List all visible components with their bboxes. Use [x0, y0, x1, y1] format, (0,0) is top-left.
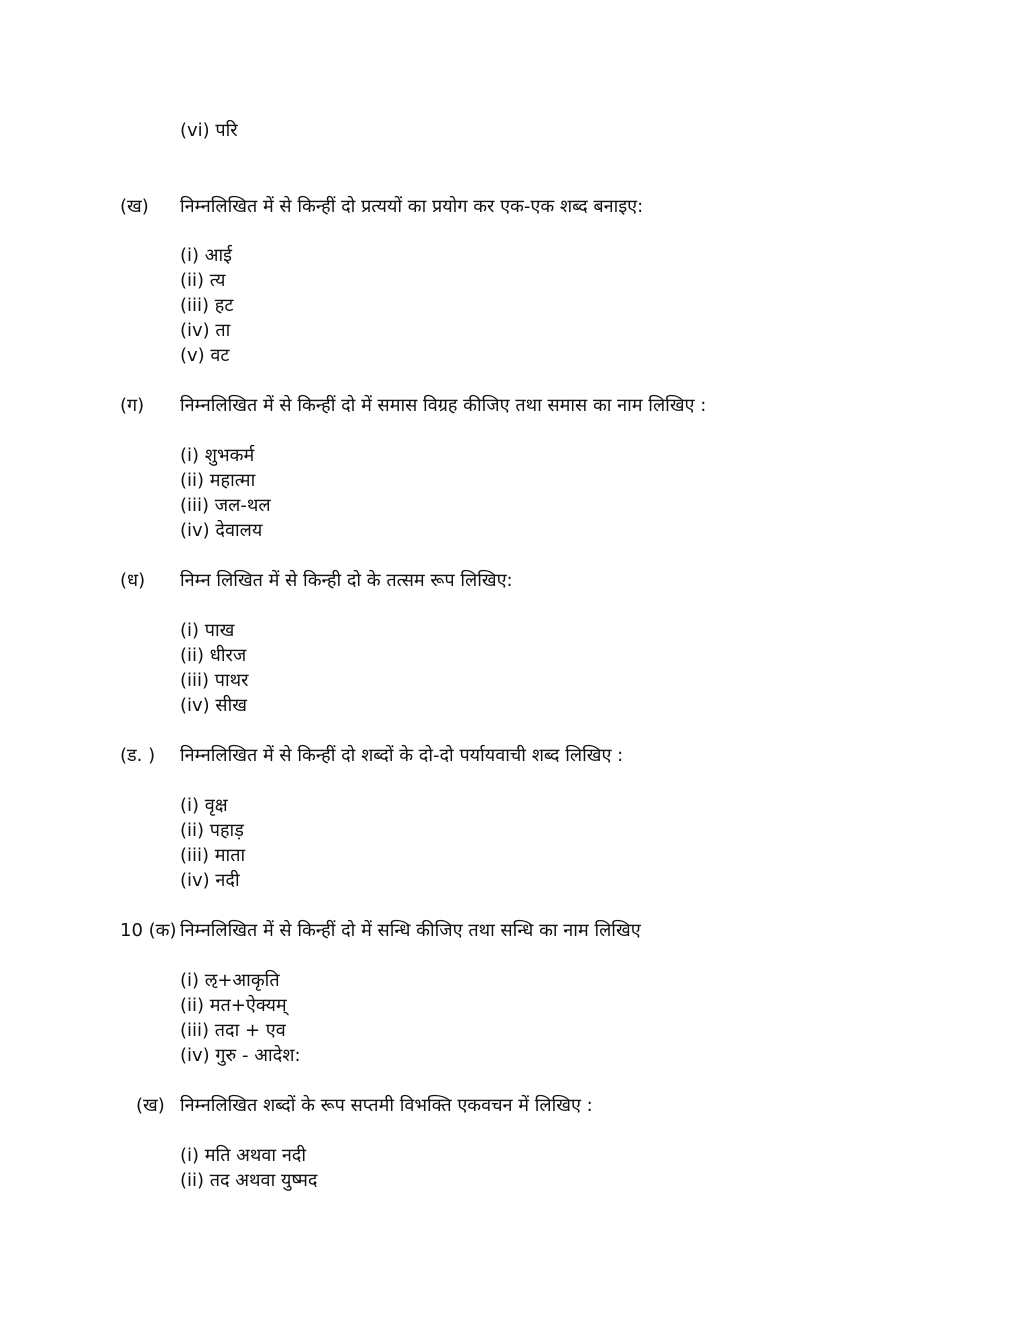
list-item: (ii) त्य: [180, 270, 226, 291]
list-item: (iv) देवालय: [180, 520, 263, 541]
list-item: (ii) मत+ऐक्यम्: [180, 995, 287, 1016]
question-label: (ख): [120, 196, 149, 217]
list-item: (iii) पाथर: [180, 670, 249, 691]
list-item: (iii) जल-थल: [180, 495, 271, 516]
question-text: निम्नलिखित में से किन्हीं दो प्रत्ययों का प्रयोग कर एक-एक शब्द बनाइए:: [180, 196, 644, 217]
list-item: (i) आई: [180, 245, 233, 266]
question-text: निम्नलिखित में से किन्हीं दो में सन्धि कीजिए तथा सन्धि का नाम लिखिए: [180, 920, 641, 941]
list-item: (iii) तदा + एव: [180, 1020, 286, 1041]
question-text: निम्नलिखित में से किन्हीं दो में समास विग्रह कीजिए तथा समास का नाम लिखिए :: [180, 395, 707, 416]
list-item: (vi) परि: [180, 120, 238, 141]
question-label: (ग): [120, 395, 145, 416]
question-label: (ख): [136, 1095, 165, 1116]
list-item: (iv) नदी: [180, 870, 240, 891]
question-label: 10 (क): [120, 920, 177, 941]
list-item: (i) वृक्ष: [180, 795, 228, 816]
question-label: (ड. ): [120, 745, 156, 766]
question-text: निम्नलिखित में से किन्हीं दो शब्दों के दो-दो पर्यायवाची शब्द लिखिए :: [180, 745, 624, 766]
list-item: (v) वट: [180, 345, 230, 366]
question-text: निम्न लिखित में से किन्ही दो के तत्सम रूप लिखिए:: [180, 570, 513, 591]
list-item: (i) पाख: [180, 620, 235, 641]
list-item: (ii) पहाड़: [180, 820, 244, 841]
list-item: (iii) हट: [180, 295, 234, 316]
list-item: (i) शुभकर्म: [180, 445, 255, 466]
list-item: (i) मति अथवा नदी: [180, 1145, 307, 1166]
list-item: (ii) तद अथवा युष्मद: [180, 1170, 318, 1191]
list-item: (iv) ता: [180, 320, 231, 341]
list-item: (iv) सीख: [180, 695, 247, 716]
question-label: (ध): [120, 570, 146, 591]
list-item: (i) ऌ+आकृति: [180, 970, 280, 991]
list-item: (iv) गुरु - आदेश:: [180, 1045, 301, 1066]
question-text: निम्नलिखित शब्दों के रूप सप्तमी विभक्ति एकवचन में लिखिए :: [180, 1095, 593, 1116]
list-item: (ii) धीरज: [180, 645, 247, 666]
list-item: (iii) माता: [180, 845, 246, 866]
list-item: (ii) महात्मा: [180, 470, 256, 491]
